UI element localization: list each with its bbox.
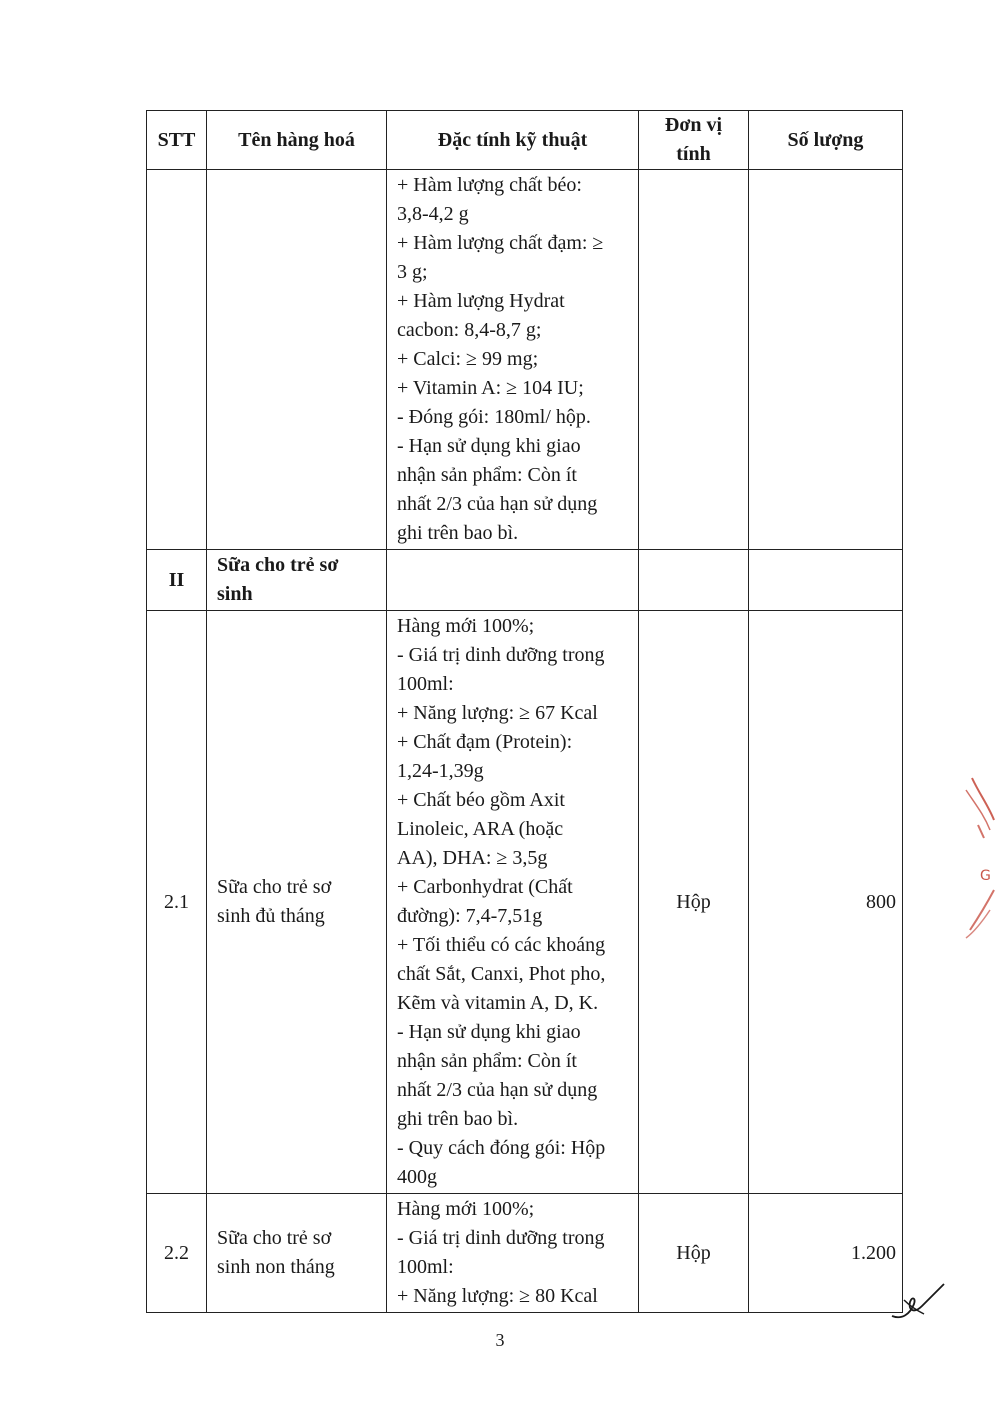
spec-line: - Giá trị dinh dưỡng trong bbox=[397, 1227, 605, 1249]
header-unit-line2: tính bbox=[676, 143, 711, 165]
spec-line: + Hàm lượng chất béo: bbox=[397, 174, 582, 196]
cell-name bbox=[207, 1194, 387, 1313]
stamp-fragment bbox=[960, 770, 1000, 950]
spec-line: + Calci: ≥ 99 mg; bbox=[397, 348, 539, 370]
spec-line: chất Sắt, Canxi, Phot pho, bbox=[397, 963, 606, 985]
spec-line: + Vitamin A: ≥ 104 IU; bbox=[397, 377, 584, 399]
cell-stt bbox=[147, 170, 207, 550]
cell-spec bbox=[387, 611, 639, 1194]
spec-line: + Năng lượng: ≥ 67 Kcal bbox=[397, 702, 598, 724]
stamp-stroke bbox=[966, 790, 990, 830]
spec-line: + Chất béo gồm Axit bbox=[397, 789, 565, 811]
spec-line: 3,8-4,2 g bbox=[397, 203, 469, 225]
spec-line: 400g bbox=[397, 1166, 437, 1188]
spec-line: + Hàm lượng Hydrat bbox=[397, 290, 565, 312]
spec-line: Kẽm và vitamin A, D, K. bbox=[397, 992, 599, 1014]
initial-stroke bbox=[892, 1284, 944, 1317]
header-stt: STT bbox=[147, 111, 207, 170]
section-name-line1: Sữa cho trẻ sơ bbox=[217, 554, 339, 576]
spec-line: - Quy cách đóng gói: Hộp bbox=[397, 1137, 606, 1159]
cell-unit: Hộp bbox=[639, 1194, 749, 1313]
table-row bbox=[147, 170, 903, 550]
cell-stt: 2.1 bbox=[147, 611, 207, 1194]
spec-line: + Hàm lượng chất đạm: ≥ bbox=[397, 232, 604, 254]
spec-line: - Đóng gói: 180ml/ hộp. bbox=[397, 406, 591, 428]
header-unit-line1: Đơn vị bbox=[664, 114, 723, 136]
cell-qty bbox=[749, 550, 903, 611]
spec-line: Hàng mới 100%; bbox=[397, 615, 535, 637]
cell-unit bbox=[639, 170, 749, 550]
cell-stt: 2.2 bbox=[147, 1194, 207, 1313]
table-row bbox=[147, 611, 903, 1194]
spec-line: 100ml: bbox=[397, 1256, 454, 1278]
header-unit bbox=[639, 111, 749, 170]
spec-line: + Carbonhydrat (Chất bbox=[397, 876, 573, 898]
spec-line: - Hạn sử dụng khi giao bbox=[397, 435, 581, 457]
spec-line: 3 g; bbox=[397, 261, 428, 283]
cell-qty: 800 bbox=[749, 611, 903, 1194]
spec-line: đường): 7,4-7,51g bbox=[397, 905, 543, 927]
spec-line: nhất 2/3 của hạn sử dụng bbox=[397, 493, 598, 515]
item-name-line2: sinh đủ tháng bbox=[217, 905, 325, 927]
page-number: 3 bbox=[495, 1330, 505, 1350]
spec-line: 1,24-1,39g bbox=[397, 760, 484, 782]
header-row bbox=[147, 111, 903, 170]
stamp-stroke bbox=[966, 910, 990, 938]
spec-table bbox=[146, 110, 903, 1313]
item-name-line2: sinh non tháng bbox=[217, 1256, 335, 1278]
section-name-line2: sinh bbox=[217, 583, 253, 605]
header-spec: Đặc tính kỹ thuật bbox=[387, 111, 639, 170]
section-row bbox=[147, 550, 903, 611]
item-name-line1: Sữa cho trẻ sơ bbox=[217, 1227, 332, 1249]
spec-line: nhận sản phẩm: Còn ít bbox=[397, 1050, 577, 1072]
spec-line: - Hạn sử dụng khi giao bbox=[397, 1021, 581, 1043]
stamp-stroke bbox=[970, 890, 994, 930]
spec-line: + Chất đạm (Protein): bbox=[397, 731, 573, 753]
header-qty: Số lượng bbox=[749, 111, 903, 170]
cell-unit bbox=[639, 550, 749, 611]
stamp-text: G bbox=[980, 868, 991, 884]
cell-spec bbox=[387, 1194, 639, 1313]
item-name-line1: Sữa cho trẻ sơ bbox=[217, 876, 332, 898]
cell-spec bbox=[387, 550, 639, 611]
cell-qty: 1.200 bbox=[749, 1194, 903, 1313]
spec-line: - Giá trị dinh dưỡng trong bbox=[397, 644, 605, 666]
spec-line: ghi trên bao bì. bbox=[397, 522, 519, 544]
spec-line: nhất 2/3 của hạn sử dụng bbox=[397, 1079, 598, 1101]
cell-name bbox=[207, 170, 387, 550]
cell-unit: Hộp bbox=[639, 611, 749, 1194]
spec-line: cacbon: 8,4-8,7 g; bbox=[397, 319, 542, 341]
spec-line: Hàng mới 100%; bbox=[397, 1198, 535, 1220]
cell-name bbox=[207, 611, 387, 1194]
header-name: Tên hàng hoá bbox=[207, 111, 387, 170]
stamp-stroke bbox=[972, 778, 994, 820]
spec-line: ghi trên bao bì. bbox=[397, 1108, 519, 1130]
spec-line: AA), DHA: ≥ 3,5g bbox=[397, 847, 548, 869]
cell-qty bbox=[749, 170, 903, 550]
spec-line: + Tối thiểu có các khoáng bbox=[397, 934, 606, 956]
spec-line: nhận sản phẩm: Còn ít bbox=[397, 464, 577, 486]
section-stt: II bbox=[147, 550, 207, 611]
table-row bbox=[147, 1194, 903, 1313]
handwritten-initial bbox=[888, 1280, 948, 1325]
section-name bbox=[207, 550, 387, 611]
spec-line: 100ml: bbox=[397, 673, 454, 695]
spec-line: Linoleic, ARA (hoặc bbox=[397, 818, 564, 840]
stamp-stroke bbox=[978, 825, 984, 838]
spec-line: + Năng lượng: ≥ 80 Kcal bbox=[397, 1285, 598, 1307]
cell-spec bbox=[387, 170, 639, 550]
